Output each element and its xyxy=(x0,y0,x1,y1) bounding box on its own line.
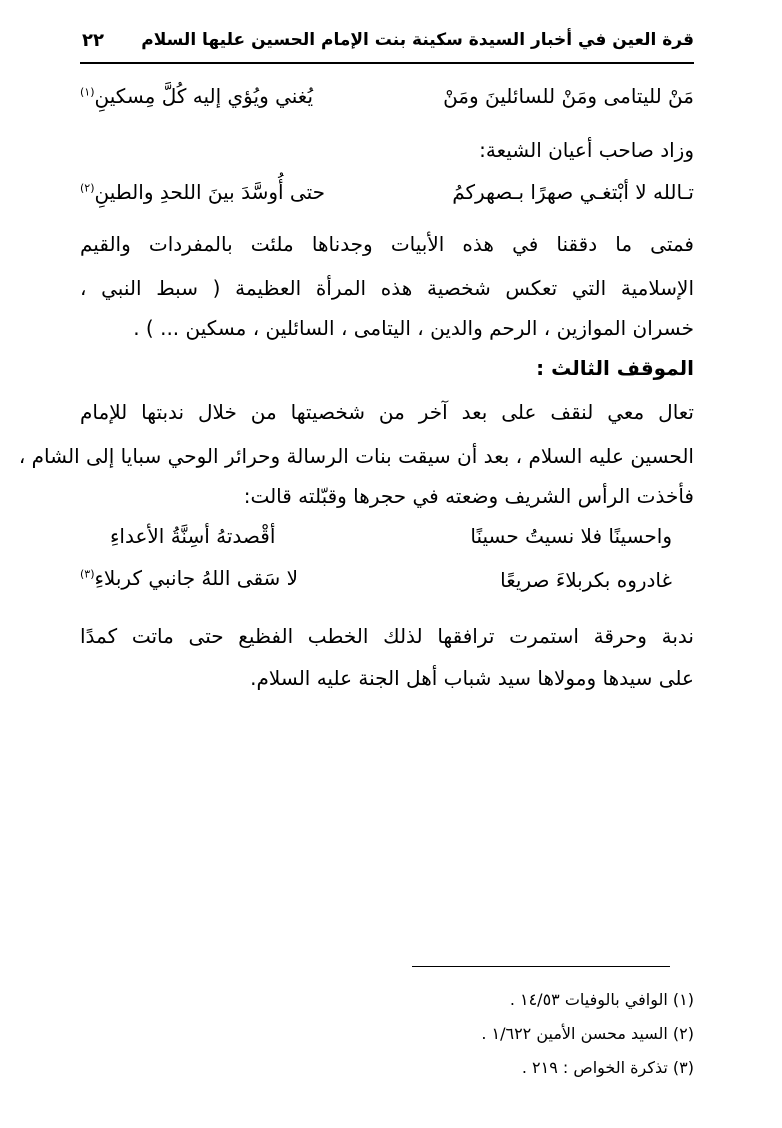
verse2-second-text: حتى أُوسَّدَ بينَ اللحدِ والطينِ xyxy=(94,180,325,204)
verse2-second-hemistich xyxy=(80,180,325,204)
footnote-ref-3: (٣) xyxy=(80,567,95,581)
verse4-second-hemistich xyxy=(80,566,298,590)
page-number: ٢٢ xyxy=(82,30,104,51)
paragraph1-line1: فمتى ما دققنا في هذه الأبيات وجدناها ملئت بالمفردات والقيم xyxy=(80,232,694,256)
footnote-2: (٢) السيد محسن الأمين ١/٦٢٢ . xyxy=(481,1024,694,1043)
footnote-separator xyxy=(412,966,670,967)
verse2-first-hemistich: تـالله لا أبْتغـي صهرًا بـصهركمُ xyxy=(452,180,694,204)
paragraph1-line3: خسران الموازين ، الرحم والدين ، اليتامى ، السائلين ، مسكين ... ) . xyxy=(133,316,694,340)
verse1-second-text: يُغني ويُؤي إليه كُلَّ مِسكينِ xyxy=(94,84,314,108)
verse1-second-hemistich xyxy=(80,84,313,108)
paragraph3-line1: ندبة وحرقة استمرت ترافقها لذلك الخطب الفظيع حتى ماتت كمدًا xyxy=(80,624,694,648)
paragraph2-line1: تعال معي لنقف على بعد آخر من شخصيتها من خلال ندبتها للإمام xyxy=(80,400,694,424)
verse1-first-hemistich: مَنْ لليتامى ومَنْ للسائلينَ ومَنْ xyxy=(443,84,694,108)
footnote-ref-1: (١) xyxy=(80,85,95,99)
paragraph2-line2: الحسين عليه السلام ، بعد أن سيقت بنات الرسالة وحرائر الوحي سبايا إلى الشام ، xyxy=(18,444,694,468)
header-rule xyxy=(80,62,694,64)
paragraph1-line2: الإسلامية التي تعكس شخصية هذه المرأة العظيمة ( سبط النبي ، xyxy=(80,276,694,300)
verse3-first-hemistich: واحسينًا فلا نسيتُ حسينًا xyxy=(470,524,672,548)
footnote-3: (٣) تذكرة الخواص : ٢١٩ . xyxy=(521,1058,694,1077)
running-header-title: قرة العين في أخبار السيدة سكينة بنت الإمام الحسين عليها السلام xyxy=(141,30,694,50)
paragraph3-line2: على سيدها ومولاها سيد شباب أهل الجنة عليه السلام. xyxy=(250,666,694,690)
paragraph2-line3: فأخذت الرأس الشريف وضعته في حجرها وقبّلته قالت: xyxy=(243,484,694,508)
verse3-second-hemistich: أقْصدتهُ أسِنَّةُ الأعداءِ xyxy=(110,524,276,548)
verse4-second-text: لا سَقى اللهُ جانبي كربلاءِ xyxy=(94,566,299,590)
footnote-ref-2: (٢) xyxy=(80,181,95,195)
section-heading: الموقف الثالث : xyxy=(536,356,694,380)
verse4-first-hemistich: غادروه بكربلاءَ صريعًا xyxy=(500,568,672,592)
intro-line: وزاد صاحب أعيان الشيعة: xyxy=(479,138,694,162)
footnote-1: (١) الوافي بالوفيات ١٤/٥٣ . xyxy=(509,990,694,1009)
